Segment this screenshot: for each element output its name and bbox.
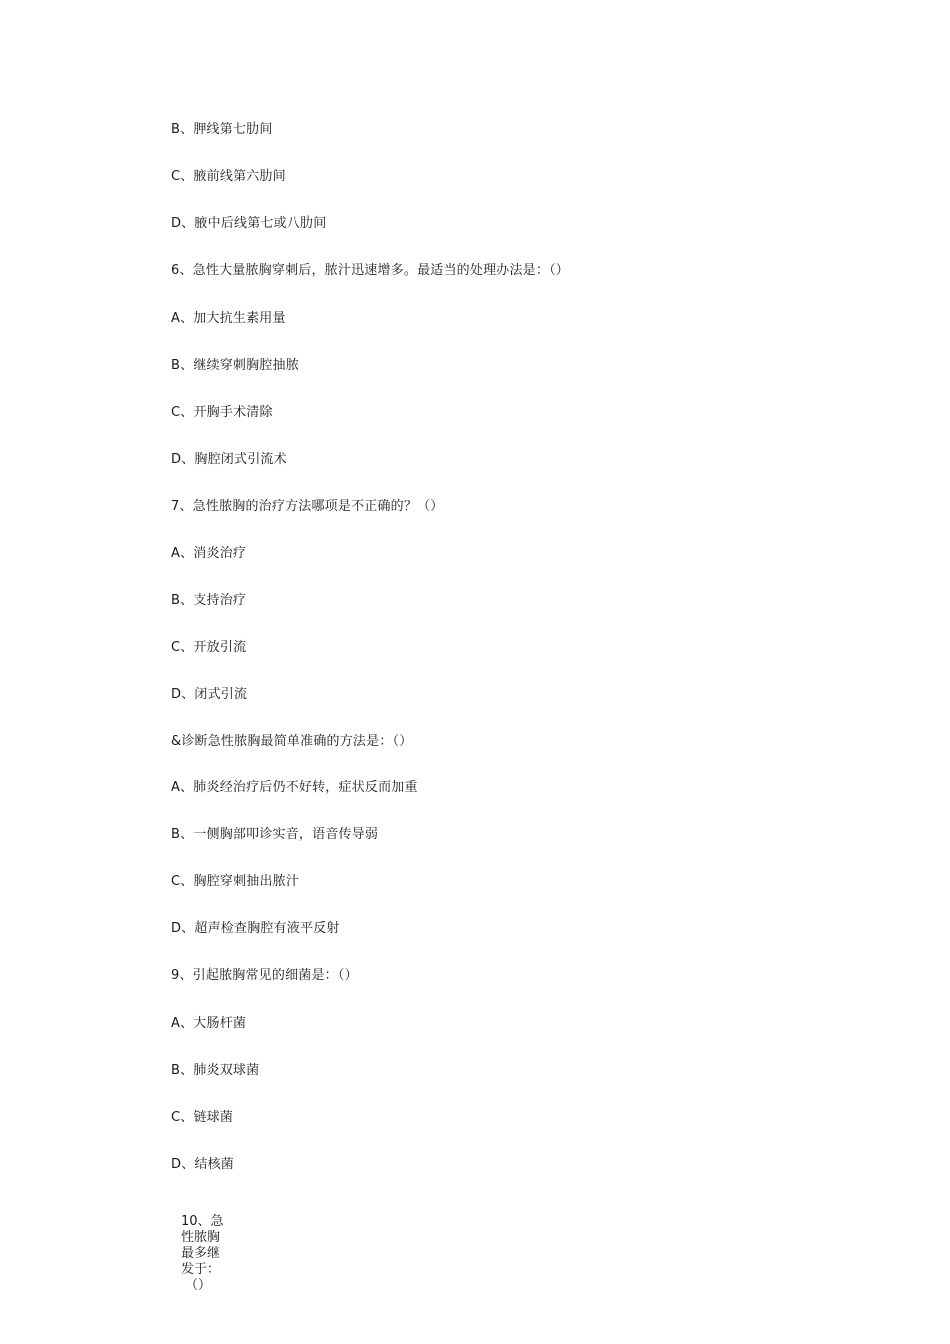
question-line: &诊断急性脓胸最简单准确的方法是：（） bbox=[171, 734, 413, 749]
option-line: C、开胸手术清除 bbox=[171, 405, 273, 420]
question-line: 6、急性大量脓胸穿刺后，脓汁迅速增多。最适当的处理办法是：（） bbox=[171, 263, 569, 278]
question-line: 9、引起脓胸常见的细菌是：（） bbox=[171, 968, 358, 983]
option-line: D、腋中后线第七或八肋间 bbox=[171, 216, 327, 231]
option-line: C、胸腔穿刺抽出脓汁 bbox=[171, 874, 300, 889]
option-line: A、肺炎经治疗后仍不好转，症状反而加重 bbox=[171, 780, 418, 795]
option-line: D、闭式引流 bbox=[171, 687, 248, 702]
option-line: A、加大抗生素用量 bbox=[171, 311, 286, 326]
option-line: C、链球菌 bbox=[171, 1110, 234, 1125]
option-line: D、超声检查胸腔有液平反射 bbox=[171, 921, 340, 936]
option-line: B、支持治疗 bbox=[171, 593, 247, 608]
option-line: D、结核菌 bbox=[171, 1157, 235, 1172]
option-line: C、腋前线第六肋间 bbox=[171, 169, 286, 184]
question-line: 7、急性脓胸的治疗方法哪项是不正确的？（） bbox=[171, 499, 444, 514]
option-line: B、胛线第七肋间 bbox=[171, 122, 273, 137]
option-line: C、开放引流 bbox=[171, 640, 247, 655]
answer-paren: （） bbox=[185, 1278, 212, 1293]
option-line: A、消炎治疗 bbox=[171, 546, 247, 561]
option-line: B、肺炎双球菌 bbox=[171, 1063, 260, 1078]
option-line: B、一侧胸部叩诊实音，语音传导弱 bbox=[171, 827, 379, 842]
option-line: A、大肠杆菌 bbox=[171, 1016, 247, 1031]
option-line: B、继续穿刺胸腔抽脓 bbox=[171, 358, 299, 373]
option-line: D、胸腔闭式引流术 bbox=[171, 452, 287, 467]
question-10-block bbox=[181, 1214, 231, 1294]
question-10-text: 10、急性脓胸最多继发于： bbox=[181, 1214, 224, 1277]
